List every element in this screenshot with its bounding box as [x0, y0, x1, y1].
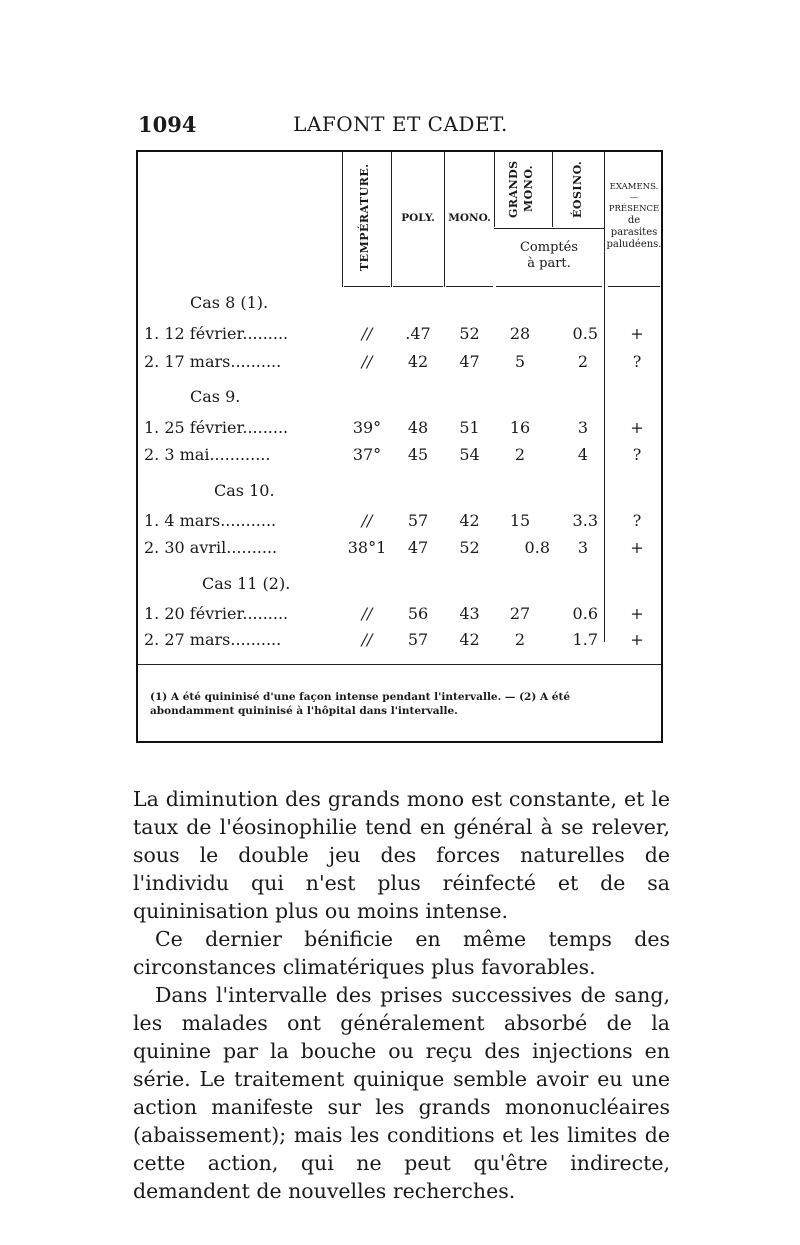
cell-poly: 57 — [407, 511, 429, 530]
body-text — [133, 785, 670, 1205]
cell-temp: 39° — [352, 418, 382, 437]
header-rule — [344, 286, 390, 287]
header-rule — [446, 286, 493, 287]
examens-line-3: PRÉSENCE — [608, 204, 660, 214]
cell-eosino: 4 — [577, 445, 588, 464]
table-row — [144, 324, 659, 348]
comptes-line-1: Comptés — [519, 240, 578, 255]
examens-line-2: — — [629, 193, 639, 203]
row-label: 1. 4 mars........... — [144, 511, 277, 530]
cell-eosino: 0.6 — [572, 604, 598, 623]
paragraph: Ce dernier bénificie en même temps des circonstances climatériques plus favorables. — [133, 927, 670, 979]
paragraph: Dans l'intervalle des prises successives de sang, les malades ont généralement absorbé de la quinine par la bouche ou reçu des injections en série. Le traitement quinique semble avoir eu une action manifeste sur les grands mononucléaires (abaissement); mais les conditions et les limites de cette action, qui ne peut qu'être indirecte, demandent de nouvelles recherches. — [133, 983, 670, 1203]
comptes-line-2: à part. — [527, 256, 571, 271]
cell-poly: 56 — [407, 604, 429, 623]
table-row — [144, 352, 659, 376]
cell-poly: 48 — [407, 418, 429, 437]
examens-line-1: EXAMENS. — [609, 182, 659, 192]
cell-grands-mono: 27 — [509, 604, 531, 623]
row-label: 2. 30 avril.......... — [144, 538, 278, 557]
cell-poly: 57 — [407, 630, 429, 649]
table-row — [144, 538, 659, 562]
case-title: Cas 9. — [190, 387, 241, 406]
col-header-grands: GRANDS — [507, 160, 520, 218]
page-header — [138, 112, 663, 142]
cell-eosino: 3 — [577, 538, 588, 557]
row-label: 2. 17 mars.......... — [144, 352, 282, 371]
paragraph: La diminution des grands mono est constante, et le taux de l'éosinophilie tend en général à se relever, sous le double jeu des forces naturelles de l'individu qui n'est plus réinfecté et de sa quininisation plus ou moins intense. — [133, 787, 670, 923]
col-divider — [342, 152, 343, 287]
cell-examens: ? — [632, 352, 642, 371]
table-row — [144, 511, 659, 535]
cell-eosino: 3 — [577, 418, 588, 437]
table-row — [144, 604, 659, 628]
cell-examens: + — [630, 324, 644, 343]
col-header-poly: POLY. — [401, 212, 435, 224]
header-brace — [496, 286, 602, 287]
col-header-grands-mono: MONO. — [522, 164, 535, 212]
row-label: 2. 3 mai............ — [144, 445, 271, 464]
cell-grands-mono: 15 — [509, 511, 531, 530]
cell-eosino: 1.7 — [572, 630, 598, 649]
cell-poly: 47 — [407, 538, 429, 557]
cell-examens: + — [630, 538, 644, 557]
cell-mono: 51 — [459, 418, 480, 437]
cell-temp: // — [361, 352, 373, 371]
cell-grands-mono: 28 — [509, 324, 531, 343]
cell-mono: 47 — [459, 352, 480, 371]
cell-grands-mono: 5 — [514, 352, 526, 371]
cell-examens: ? — [632, 445, 642, 464]
table-footnote: (1) A été quininisé d'une façon intense pendant l'intervalle. — (2) A été abondamment quininisé à l'hôpital dans l'intervalle. — [150, 691, 570, 717]
col-header-mono: MONO. — [448, 212, 491, 224]
cell-poly: .47 — [405, 324, 431, 343]
cell-grands-mono: 16 — [509, 418, 531, 437]
header-rule — [608, 286, 660, 287]
cell-mono: 42 — [459, 511, 480, 530]
cell-examens: + — [630, 604, 644, 623]
row-label: 1. 12 février......... — [144, 324, 289, 343]
cell-mono: 43 — [459, 604, 480, 623]
cell-mono: 52 — [459, 324, 480, 343]
cell-temp: // — [361, 511, 373, 530]
cell-eosino: 3.3 — [572, 511, 598, 530]
page-number: 1094 — [138, 112, 197, 137]
row-label: 1. 25 février......... — [144, 418, 289, 437]
table-row — [144, 630, 659, 654]
cell-temp: // — [361, 604, 373, 623]
cell-mono: 54 — [459, 445, 480, 464]
row-label: 1. 20 février......... — [144, 604, 289, 623]
col-divider — [494, 152, 495, 227]
col-header-comptes — [496, 240, 602, 272]
cell-poly: 42 — [407, 352, 429, 371]
cell-examens: + — [630, 630, 644, 649]
examens-line-4: de parasites — [610, 215, 658, 238]
cell-mono: 52 — [459, 538, 480, 557]
col-header-temperature: TEMPÉRATURE. — [358, 163, 371, 271]
row-label: 2. 27 mars.......... — [144, 630, 282, 649]
cell-temp: 37° — [352, 445, 382, 464]
cell-grands-mono: 2 — [514, 630, 526, 649]
case-title: Cas 11 (2). — [202, 574, 291, 593]
table-row — [144, 445, 659, 469]
cell-temp: // — [361, 324, 373, 343]
table-row — [144, 418, 659, 442]
cell-temp: // — [361, 630, 373, 649]
col-header-eosino: ÉOSINO. — [571, 160, 584, 218]
col-divider — [552, 152, 553, 227]
cell-grands-mono: 2 — [514, 445, 526, 464]
cell-examens: ? — [632, 511, 642, 530]
cell-examens: + — [630, 418, 644, 437]
cell-temp: 38°1 — [347, 538, 387, 557]
case-title: Cas 10. — [214, 481, 275, 500]
cell-eosino: 0.5 — [572, 324, 598, 343]
running-title: LAFONT ET CADET. — [293, 112, 508, 136]
col-header-examens — [605, 182, 663, 251]
data-table — [136, 150, 663, 743]
header-brace — [494, 228, 604, 229]
footnote-rule — [138, 664, 661, 665]
cell-eosino: 2 — [577, 352, 588, 371]
case-title: Cas 8 (1). — [190, 293, 269, 312]
cell-poly: 45 — [407, 445, 429, 464]
examens-line-5: paludéens. — [606, 239, 662, 250]
cell-mono: 42 — [459, 630, 480, 649]
header-rule — [393, 286, 443, 287]
cell-grands-mono: 0.8 — [524, 538, 550, 557]
